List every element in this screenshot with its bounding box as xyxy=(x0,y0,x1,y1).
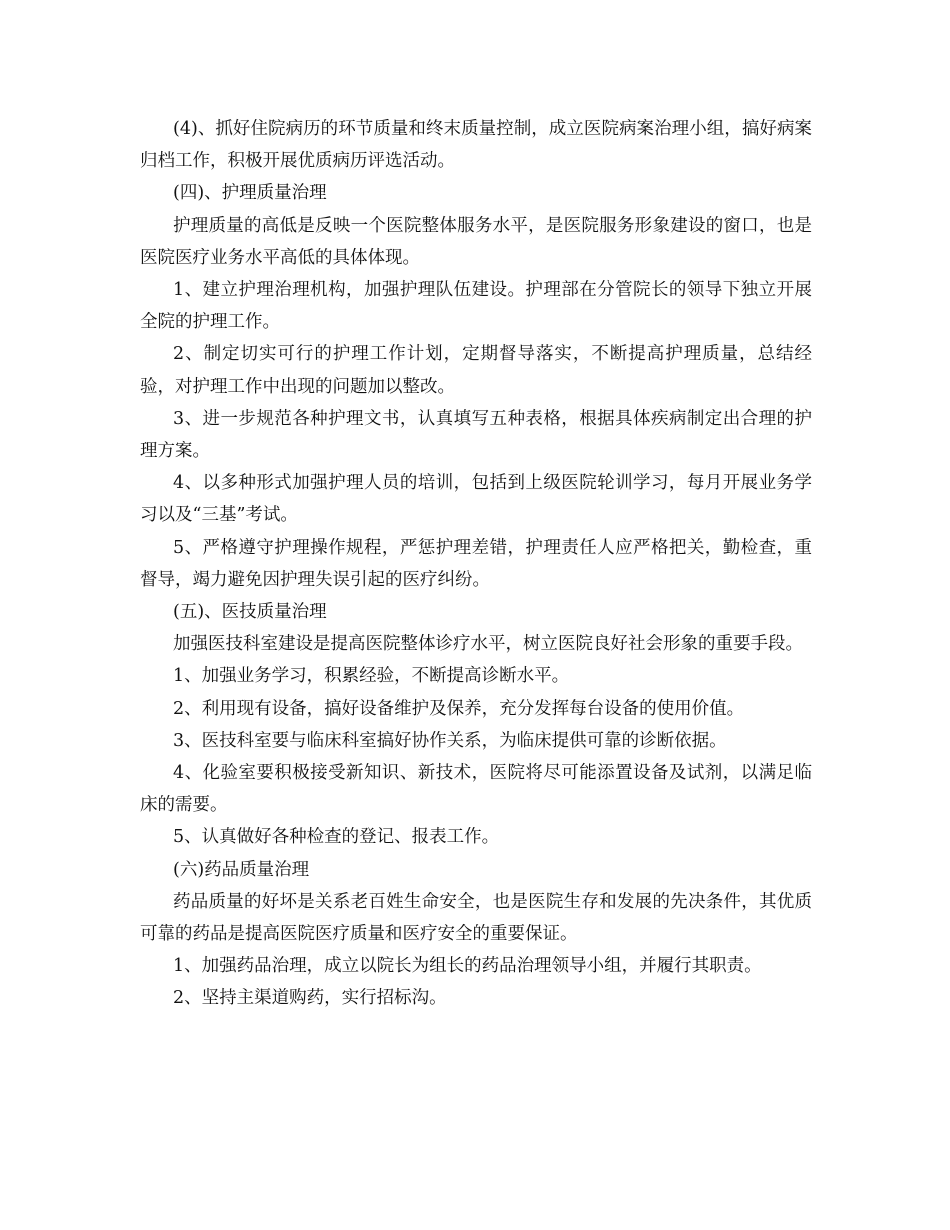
list-item-drug-2: 2、坚持主渠道购药，实行招标沟。 xyxy=(173,988,447,1009)
list-item-medtech-4: 4、化验室要积极接受新知识、新技术，医院将尽可能添置设备及试剂，以满足临床的需要。 xyxy=(140,763,812,816)
list-item-drug-1: 1、加强药品治理，成立以院长为组长的药品治理领导小组，并履行其职责。 xyxy=(173,956,762,977)
list-item-nursing-5: 5、严格遵守护理操作规程，严惩护理差错，护理责任人应严格把关，勤检查，重督导，竭力避免因护理失误引起的医疗纠纷。 xyxy=(140,537,812,590)
heading-medtech-quality: (五)、医技质量治理 xyxy=(173,602,327,623)
list-item-nursing-3: 3、进一步规范各种护理文书，认真填写五种表格，根据具体疾病制定出合理的护理方案。 xyxy=(140,408,812,462)
list-item-medtech-2: 2、利用现有设备，搞好设备维护及保养，充分发挥每台设备的使用价值。 xyxy=(173,698,745,719)
paragraph-medtech-intro: 加强医技科室建设是提高医院整体诊疗水平，树立医院良好社会形象的重要手段。 xyxy=(173,634,803,655)
list-item-medtech-5: 5、认真做好各种检查的登记、报表工作。 xyxy=(173,827,500,848)
heading-drug-quality: (六)药品质量治理 xyxy=(173,859,310,880)
list-item-medtech-1: 1、加强业务学习，积累经验，不断提高诊断水平。 xyxy=(173,666,570,687)
list-item-nursing-2: 2、制定切实可行的护理工作计划，定期督导落实，不断提高护理质量，总结经验，对护理工作中出现的问题加以整改。 xyxy=(140,344,812,397)
paragraph-medical-record-control: (4)、抓好住院病历的环节质量和终末质量控制，成立医院病案治理小组，搞好病案归档工作，积极开展优质病历评选活动。 xyxy=(140,119,812,172)
paragraph-nursing-intro: 护理质量的高低是反映一个医院整体服务水平，是医院服务形象建设的窗口，也是医院医疗业务水平高低的具体体现。 xyxy=(140,215,812,268)
list-item-nursing-1: 1、建立护理治理机构，加强护理队伍建设。护理部在分管院长的领导下独立开展全院的护理工作。 xyxy=(140,280,812,333)
list-item-medtech-3: 3、医技科室要与临床科室搞好协作关系，为临床提供可靠的诊断依据。 xyxy=(173,730,727,751)
paragraph-drug-intro: 药品质量的好坏是关系老百姓生命安全，也是医院生存和发展的先决条件，其优质可靠的药品是提高医院医疗质量和医疗安全的重要保证。 xyxy=(140,891,812,945)
list-item-nursing-4: 4、以多种形式加强护理人员的培训，包括到上级医院轮训学习，每月开展业务学习以及“三基”考试。 xyxy=(140,473,812,526)
heading-nursing-quality: (四)、护理质量治理 xyxy=(173,183,327,204)
document-page xyxy=(140,113,812,1015)
